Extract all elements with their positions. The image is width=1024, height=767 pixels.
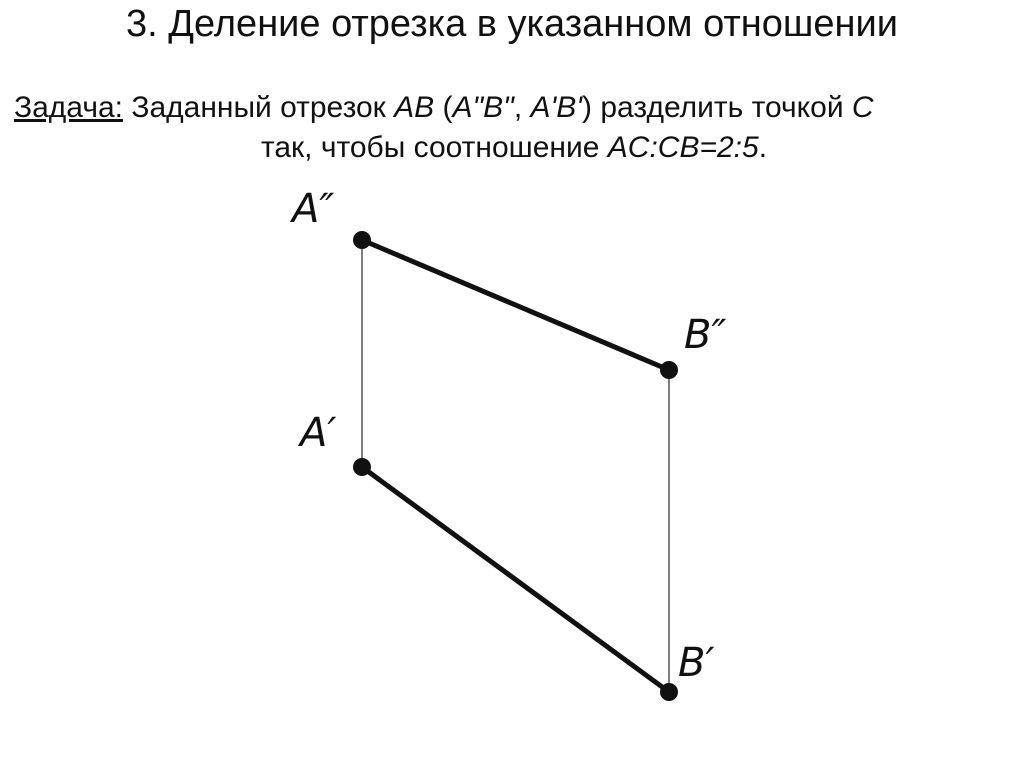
point-b-front xyxy=(660,361,678,379)
top-projection-segment xyxy=(362,467,669,692)
point-a-front xyxy=(353,231,371,249)
label-b-front: B″ xyxy=(684,312,727,358)
top-projection-name: A'B' xyxy=(530,91,582,124)
task-label: Задача: xyxy=(14,91,123,124)
task-text-5: так, чтобы соотношение xyxy=(260,131,608,164)
segment-name: AB xyxy=(394,91,435,124)
task-text-6: . xyxy=(758,131,768,164)
label-a-top: A′ xyxy=(300,410,337,456)
task-text-1: Заданный отрезок xyxy=(122,91,395,124)
task-text-4: ) разделить точкой xyxy=(582,91,852,124)
point-a-top xyxy=(353,458,371,476)
front-projection-segment xyxy=(362,240,669,370)
task-text-3: , xyxy=(513,91,531,124)
ratio-expression: AC:CB=2:5 xyxy=(607,131,759,164)
label-b-top: B′ xyxy=(678,640,715,686)
task-text-2: ( xyxy=(434,91,453,124)
point-name: C xyxy=(851,91,874,124)
front-projection-name: A"B" xyxy=(452,91,514,124)
point-b-top xyxy=(660,683,678,701)
label-a-front: A″ xyxy=(292,186,335,232)
slide-title: 3. Деление отрезка в указанном отношении xyxy=(126,3,898,45)
